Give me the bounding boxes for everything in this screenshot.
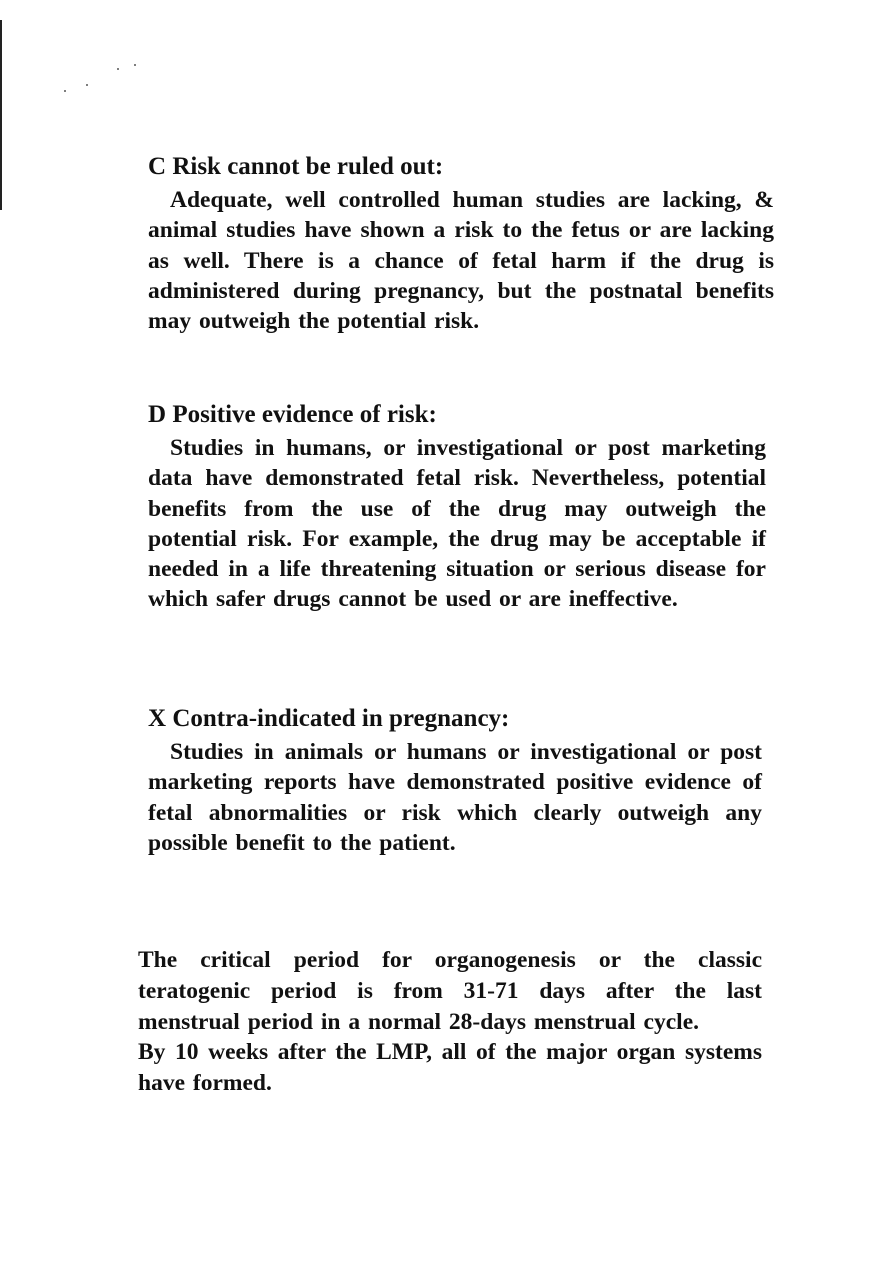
category-x-letter: X — [148, 705, 167, 732]
organogenesis-note — [138, 945, 762, 1099]
page-edge-line — [0, 20, 2, 210]
category-d-section — [148, 400, 766, 615]
critical-period-paragraph: The critical period for organogenesis or the classic teratogenic period is from 31-71 days after the last menstrual period in a normal 28-days menstrual cycle. — [138, 947, 762, 1035]
category-c-title: Risk cannot be ruled out: — [172, 153, 444, 180]
scan-speck — [64, 90, 66, 92]
category-x-title: Contra-indicated in pregnancy: — [172, 705, 510, 732]
scan-speck — [86, 84, 88, 86]
category-d-letter: D — [148, 401, 167, 428]
scan-speck — [117, 68, 119, 70]
category-c-heading — [148, 152, 774, 182]
organ-systems-paragraph: By 10 weeks after the LMP, all of the major organ systems have formed. — [138, 1039, 762, 1097]
category-d-body: Studies in humans, or investigational or post marketing data have demonstrated fetal risk. Nevertheless, potential benefits from the use of the drug may outweigh the potential risk. For example, the drug may be acceptable if needed in a life threatening situation or serious disease for which safer drugs cannot be used or are ineffective. — [148, 435, 766, 613]
category-x-section — [148, 704, 762, 858]
category-c-letter: C — [148, 153, 167, 180]
category-c-section — [148, 152, 774, 336]
scan-speck — [134, 64, 136, 66]
category-c-body: Adequate, well controlled human studies are lacking, & animal studies have shown a risk to the fetus or are lacking as well. There is a chance of fetal harm if the drug is administered during pregnancy, but the postnatal benefits may outweigh the potential risk. — [148, 187, 774, 335]
category-x-body: Studies in animals or humans or investigational or post marketing reports have demonstrated positive evidence of fetal abnormalities or risk which clearly outweigh any possible benefit to the patient. — [148, 739, 762, 856]
category-x-heading — [148, 704, 762, 734]
category-d-heading — [148, 400, 766, 430]
category-d-title: Positive evidence of risk: — [172, 401, 437, 428]
